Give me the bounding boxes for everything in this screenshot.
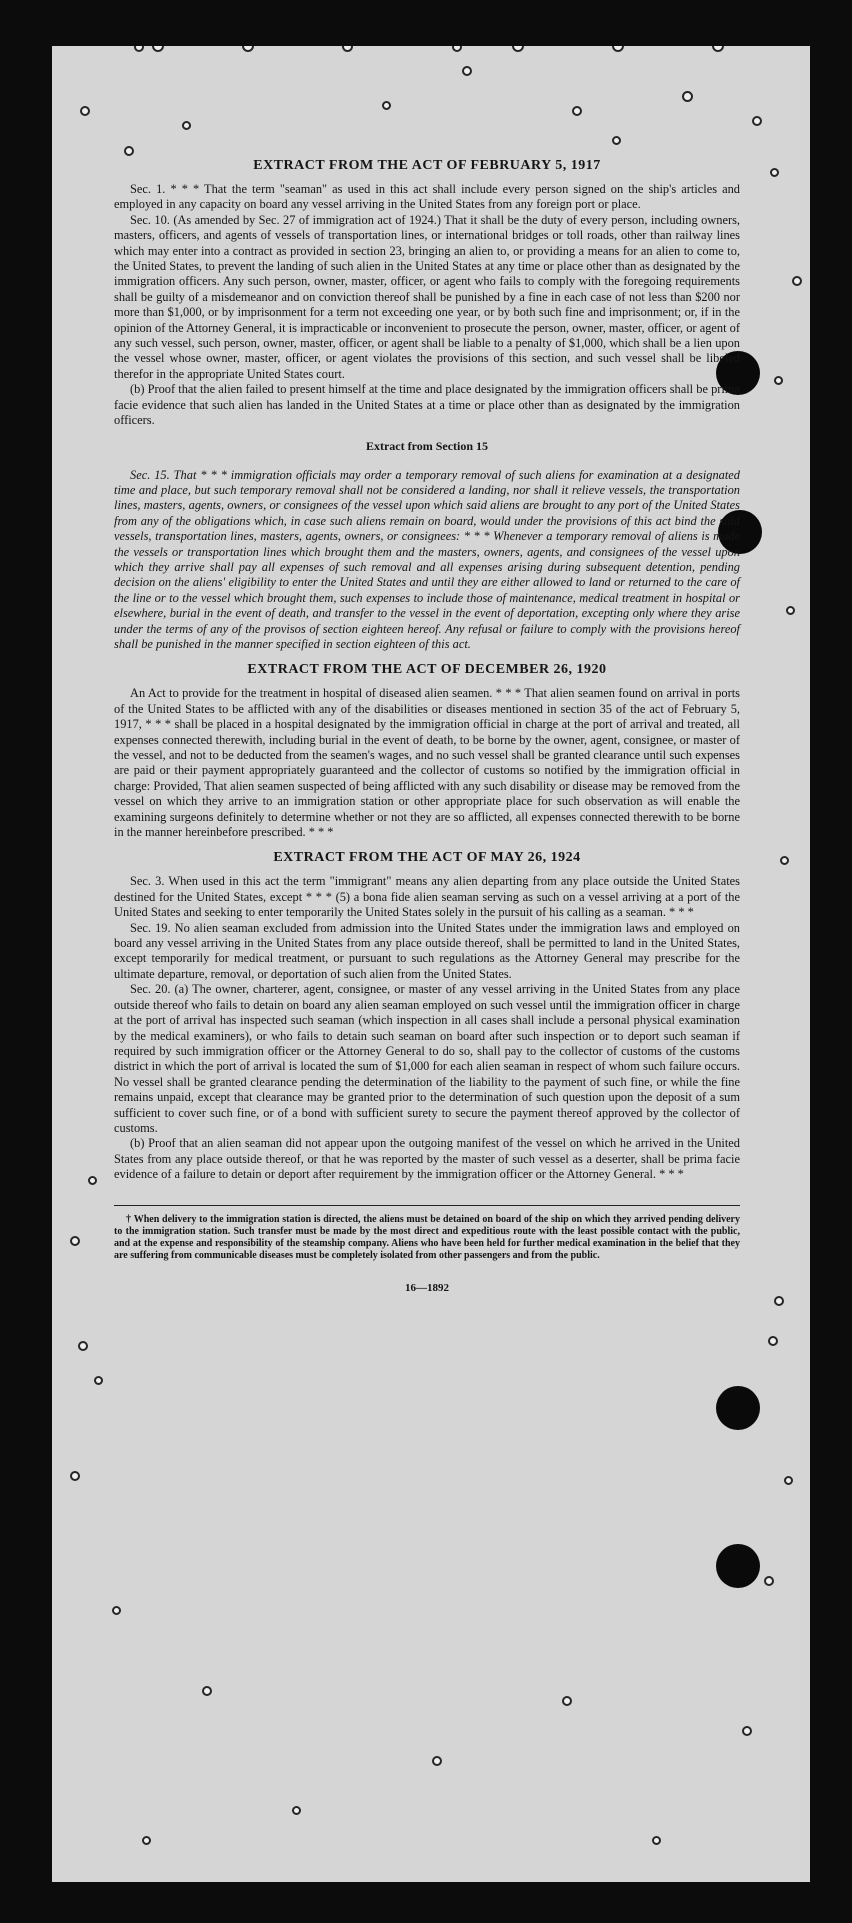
punch-hole	[342, 46, 353, 52]
punch-hole	[112, 1606, 121, 1615]
footnote-divider	[114, 1205, 740, 1206]
punch-hole	[562, 1696, 572, 1706]
section-heading: EXTRACT FROM THE ACT OF DECEMBER 26, 1920	[247, 662, 607, 678]
punch-hole	[774, 1296, 784, 1306]
punch-hole	[512, 46, 524, 52]
punch-hole	[780, 856, 789, 865]
punch-hole	[94, 1376, 103, 1385]
punch-hole	[382, 101, 391, 110]
section-subheading: Extract from Section 15	[365, 438, 489, 453]
punch-hole	[774, 376, 783, 385]
binding-punch	[716, 1544, 760, 1588]
paragraph: Sec. 10. (As amended by Sec. 27 of immigration act of 1924.) That it shall be the duty of every person, including owners, masters, officers, and agents of vessels of transportation lines, or international bridges or toll roads, other than railway lines which may enter into a contract as provided in section 23, bringing an alien to, or providing a means for an alien to come to, the United States, to prevent the landing of such alien in the United States at any time or place other than as designated by the immigration officers. Any such person, owner, master, officer, or agent who fails to comply with the foregoing requirements shall be guilty of a misdemeanor and on conviction thereof shall be punished by a fine in each case of not less than $200 nor more than $1,000, or by imprisonment for a term not exceeding one year, or by both such fine and imprisonment; or, if in the opinion of the Attorney General, it is impracticable or inconvenient to prosecute the person, owner, master, officer, or agent of any such vessel, such person, owner, master, officer, or agent shall be liable to a penalty of $1,000, which shall be a lien upon the vessel whose owner, master, officer, or agent violates the provisions of this section, and such vessel shall be libeled therefor in the appropriate United States court.	[114, 212, 740, 381]
binding-punch	[716, 1386, 760, 1430]
punch-hole	[70, 1236, 80, 1246]
punch-hole	[712, 46, 724, 52]
punch-hole	[88, 1176, 97, 1185]
section-heading: EXTRACT FROM THE ACT OF MAY 26, 1924	[273, 850, 581, 866]
punch-hole	[202, 1686, 212, 1696]
footnote: † When delivery to the immigration station is directed, the aliens must be detained on board of the ship on which they arrived pending delivery to the immigration station. Such transfer must be made by the most direct and expeditious route with the least possible contact with the public, and at the expense and responsibility of the steamship company. Aliens who have been held for further medical examination in the belief that they are suffering from communicable diseases must be completely isolated from other passengers and from the public.	[114, 1213, 740, 1261]
punch-hole	[124, 146, 134, 156]
punch-hole	[292, 1806, 301, 1815]
punch-hole	[462, 66, 472, 76]
punch-hole	[792, 276, 802, 286]
punch-hole	[742, 1726, 752, 1736]
punch-hole	[70, 1471, 80, 1481]
punch-hole	[182, 121, 191, 130]
paragraph: Sec. 3. When used in this act the term "immigrant" means any alien departing from any place outside the United States destined for the United States, except * * * (5) a bona fide alien seaman serving as such on a vessel arriving at a port of the United States and seeking to enter temporarily the United States solely in the pursuit of his calling as a seaman. * * *	[114, 874, 740, 920]
punch-hole	[80, 106, 90, 116]
document-page	[52, 46, 810, 1882]
punch-hole	[786, 606, 795, 615]
punch-hole	[142, 1836, 151, 1845]
paragraph: Sec. 20. (a) The owner, charterer, agent, consignee, or master of any vessel arriving in the United States from any place outside thereof who fails to detain on board any alien seaman employed on such vessel until the immigration officer in charge at the port of arrival has inspected such seaman (which inspection in all cases shall include a personal physical examination by the medical examiners), or who fails to detain such seaman on board after such inspection or to deport such seaman if required by such immigration officer or the Attorney General to do so, shall pay to the collector of customs of the customs district in which the port of arrival is located the sum of $1,000 for each alien seaman in respect of whom such failure occurs. No vessel shall be granted clearance pending the determination of the liability to the payment of such fine, or while the fine remains unpaid, except that clearance may be granted prior to the determination of such question upon the deposit of a sum sufficient to cover such fine, or of a bond with sufficient surety to secure the payment thereof approved by the collector of customs.	[114, 982, 740, 1135]
document-body	[114, 158, 740, 1294]
punch-hole	[572, 106, 582, 116]
punch-hole	[612, 136, 621, 145]
paragraph: An Act to provide for the treatment in hospital of diseased alien seamen. * * * That alien seamen found on arrival in ports of the United States to be afflicted with any of the disabilities or diseases mentioned in section 35 of the act of February 5, 1917, * * * shall be placed in a hospital designated by the immigration official in charge at the port of arrival and treated, all expenses connected therewith, including burial in the event of death, to be borne by the owner, agent, consignee, or master of the vessel, and not to be deducted from the seamen's wages, and no such vessel shall be granted clearance until such expenses are paid or their payment appropriately guaranteed and the collector of customs so notified by the immigration official in charge: Provided, That alien seamen suspected of being afflicted with any such disability or disease may be removed from the vessel on which they arrive to an immigration station or other appropriate place for such observation as will enable the examining surgeons definitely to determine whether or not they are so afflicted, all expenses connected therewith to be borne in the manner hereinbefore prescribed. * * *	[114, 686, 740, 840]
paragraph: Sec. 19. No alien seaman excluded from admission into the United States under the immigration laws and employed on board any vessel arriving in the United States from any place outside thereof, shall be permitted to land in the United States, except temporarily for medical treatment, or pursuant to such regulations as the Attorney General may prescribe for the ultimate departure, removal, or deportation of such alien from the United States.	[114, 920, 740, 981]
punch-hole	[752, 116, 762, 126]
punch-hole	[682, 91, 693, 102]
punch-hole	[612, 46, 624, 52]
paragraph: (b) Proof that an alien seaman did not appear upon the outgoing manifest of the vessel on which he arrived in the United States from any place outside thereof, or that he was reported by the master of such vessel as a deserter, shall be prima facie evidence of a failure to detain or deport after requirement by the immigration officer or the Attorney General. * * *	[114, 1136, 740, 1182]
punch-hole	[152, 46, 164, 52]
punch-hole	[134, 46, 144, 52]
paragraph: (b) Proof that the alien failed to present himself at the time and place designated by the immigration officers shall be prima facie evidence that such alien has landed in the United States at a time or place other than as designated by the immigration officers.	[114, 382, 740, 428]
punch-hole	[652, 1836, 661, 1845]
punch-hole	[764, 1576, 774, 1586]
punch-hole	[784, 1476, 793, 1485]
print-code: 16—1892	[405, 1281, 449, 1294]
punch-hole	[78, 1341, 88, 1351]
punch-hole	[770, 168, 779, 177]
punch-hole	[452, 46, 462, 52]
paragraph: Sec. 1. * * * That the term "seaman" as used in this act shall include every person signed on the ship's articles and employed in any capacity on board any vessel arriving in the United States from any foreign port or place.	[114, 182, 740, 212]
section-heading: EXTRACT FROM THE ACT OF FEBRUARY 5, 1917	[253, 158, 601, 173]
punch-hole	[768, 1336, 778, 1346]
paragraph: Sec. 15. That * * * immigration officials may order a temporary removal of such aliens for examination at a designated time and place, but such temporary removal shall not be considered a landing, nor shall it relieve vessels, the transportation lines, masters, agents, owners, or consignees of the vessel upon which said aliens are brought to any port of the United States from any of the obligations which, in case such aliens remain on board, would under the provisions of this act bind the said vessels, transportation lines, masters, agents, owners, or consignees: * * * Whenever a temporary removal of aliens is made the vessels or transportation lines which brought them and the masters, owners, agents, and consignees of the vessel upon which they arrive shall pay all expenses of such removal and all expenses arising during subsequent detention, pending decision on the aliens' eligibility to enter the United States and until they are either allowed to land or returned to the care of the line or to the vessel which brought them, such expenses to include those of maintenance, medical treatment in hospital or elsewhere, burial in the event of death, and transfer to the vessel in the event of deportation, excepting only where they arise under the terms of any of the provisos of section eighteen hereof. Any refusal or failure to comply with the provisions hereof shall be punished in the manner specified in section eighteen of this act.	[114, 467, 740, 651]
punch-hole	[432, 1756, 442, 1766]
punch-hole	[242, 46, 254, 52]
